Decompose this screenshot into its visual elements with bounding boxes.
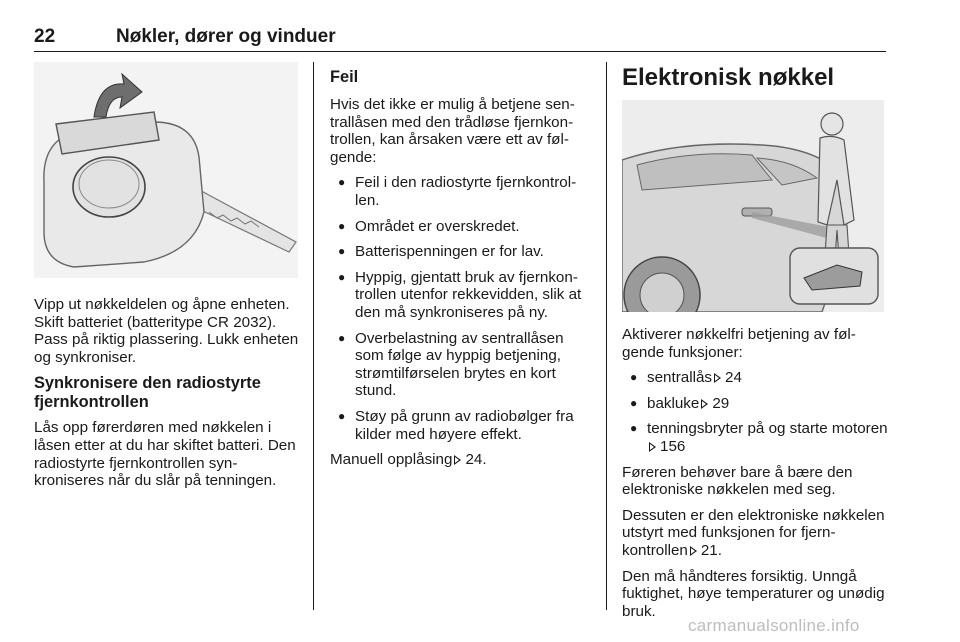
list-item: ● Støy på grunn av radiobølger fra kilder med høyere effekt. xyxy=(330,408,595,443)
list-item: ● Batterispenningen er for lav. xyxy=(330,243,595,261)
list-item: ● Feil i den radiostyrte fjernkontrollen. xyxy=(330,174,595,209)
manual-unlock-text: Manuell opplåsing xyxy=(330,451,453,469)
fault-intro: Hvis det ikke er mulig å betjene sentrallåsen med den trådløse fjernkontrollen, kan årsaken være ett av følgende: xyxy=(330,96,575,166)
electronic-key-intro: Aktiverer nøkkelfri betjening av følgende funksjoner: xyxy=(622,326,856,361)
section-heading-electronic-key: Elektronisk nøkkel xyxy=(622,64,835,91)
list-item: ● Hyppig, gjentatt bruk av fjernkontrollen utenfor rekkevidden, slik at den må synkroniseres på ny. xyxy=(330,269,595,322)
electronic-key-paragraph-1: Føreren behøver bare å bære den elektroniske nøkkelen med seg. xyxy=(622,463,853,499)
page-ref-arrow-icon xyxy=(454,454,462,464)
column-divider-1 xyxy=(313,62,314,610)
page-ref[interactable]: 29 xyxy=(712,394,730,412)
list-item: ● bakluke 29 xyxy=(622,395,888,413)
right-column xyxy=(622,64,888,92)
electronic-key-paragraph-2: Dessuten er den elektroniske nøkkelen utstyrt med funksjonen for fjernkontrollen 21. xyxy=(622,506,885,559)
page-ref-arrow-icon xyxy=(701,398,709,408)
list-item: ● tenningsbryter på og starte motoren156 xyxy=(622,420,888,455)
page-number: 22 xyxy=(34,26,56,47)
column-divider-2 xyxy=(606,62,607,610)
figure-caption: Vipp ut nøkkeldelen og åpne enheten. Skift batteriet (batteritype CR 2032). Pass på riktig plassering. Lukk enheten og synkroniser. xyxy=(34,296,299,366)
page-ref[interactable]: 156 xyxy=(660,437,686,455)
section-heading-fault: Feil xyxy=(330,68,359,86)
list-item: ● Overbelastning av sentrallåsen som følge av hyppig betjening, strømtilførselen brytes en kort stund. xyxy=(330,330,595,400)
middle-column xyxy=(330,68,595,477)
keyless-car-figure xyxy=(622,100,884,312)
keyless-functions-list xyxy=(622,369,888,455)
manual-unlock-ref xyxy=(330,451,595,469)
sync-paragraph: Lås opp førerdøren med nøkkelen i låsen etter at du har skiftet batteri. Den radiostyrte fjernkontrollen synkroniseres når du slår på tenningen. xyxy=(34,419,296,490)
fault-list xyxy=(330,174,595,443)
page-ref-arrow-icon xyxy=(649,441,657,451)
page-title: Nøkler, dører og vinduer xyxy=(116,26,336,47)
page-ref-arrow-icon xyxy=(714,372,722,382)
page-ref[interactable]: 24 xyxy=(725,369,742,387)
left-column xyxy=(34,296,302,498)
page-ref[interactable]: 21. xyxy=(700,541,722,559)
key-fob-battery-illustration xyxy=(34,62,298,278)
section-heading-sync: Synkronisere den radiostyrte fjernkontrollen xyxy=(34,374,261,412)
list-item: ● sentrallås 24 xyxy=(622,369,888,387)
page-ref-arrow-icon xyxy=(690,545,698,555)
car-keyless-entry-illustration xyxy=(622,100,884,312)
list-item: ● Området er overskredet. xyxy=(330,218,595,236)
electronic-key-paragraph-3: Den må håndteres forsiktig. Unngå fuktighet, høye temperaturer og unødig bruk. xyxy=(622,567,885,620)
manual-unlock-page[interactable]: 24. xyxy=(465,451,487,469)
page-header xyxy=(34,26,886,52)
right-column-body xyxy=(622,326,888,628)
watermark: carmanualsonline.info xyxy=(688,616,860,635)
key-battery-figure xyxy=(34,62,298,278)
